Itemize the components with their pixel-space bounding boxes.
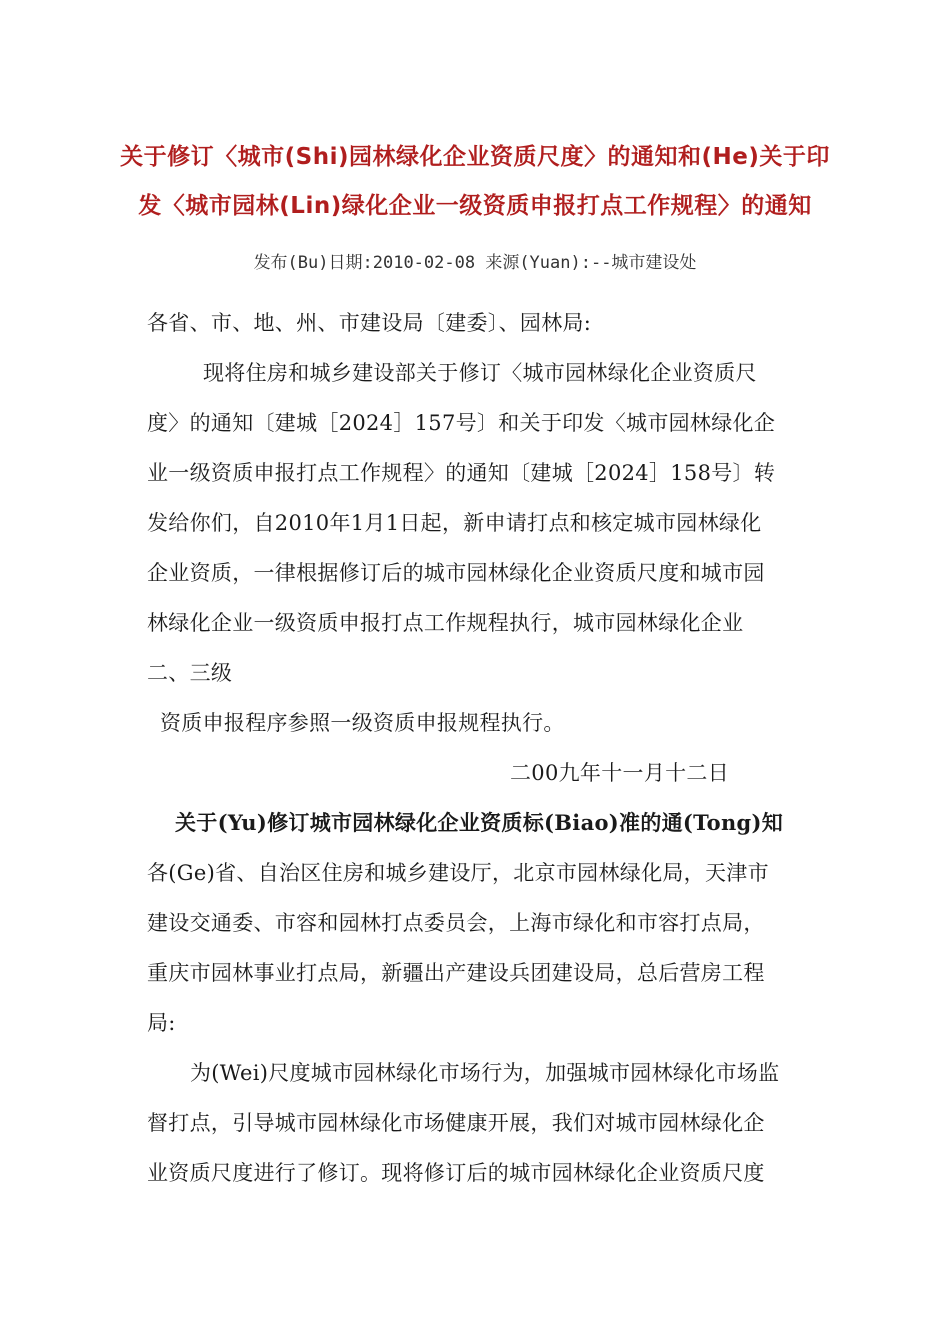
body-line: 二、三级 <box>147 661 233 685</box>
addressee-line: 重庆市园林事业打点局，新疆出产建设兵团建设局，总后营房工程 <box>147 961 765 985</box>
body-line: 林绿化企业一级资质申报打点工作规程执行，城市园林绿化企业 <box>147 611 744 635</box>
body-line: 业资质尺度进行了修订。现将修订后的城市园林绿化企业资质尺度 <box>147 1161 765 1185</box>
body-line: 发给你们，自2010年1月1日起，新申请打点和核定城市园林绿化 <box>147 511 762 535</box>
addressee-line: 局: <box>147 1011 176 1035</box>
body-line: 资质申报程序参照一级资质申报规程执行。 <box>160 711 565 735</box>
addressee-line: 各(Ge)省、自治区住房和城乡建设厅，北京市园林绿化局，天津市 <box>147 861 769 885</box>
body-line: 企业资质，一律根据修订后的城市园林绿化企业资质尺度和城市园 <box>147 561 765 585</box>
document-date: 二00九年十一月十二日 <box>510 761 730 785</box>
body-line: 督打点，引导城市园林绿化市场健康开展，我们对城市园林绿化企 <box>147 1111 765 1135</box>
body-line: 现将住房和城乡建设部关于修订〈城市园林绿化企业资质尺 <box>203 361 757 385</box>
body-line: 为(Wei)尺度城市园林绿化市场行为，加强城市园林绿化市场监 <box>190 1061 780 1085</box>
addressee-line: 各省、市、地、州、市建设局〔建委〕、园林局: <box>147 311 592 335</box>
document-title-line-1: 关于修订〈城市(Shi)园林绿化企业资质尺度〉的通知和(He)关于印 <box>120 144 830 170</box>
addressee-line: 建设交通委、市容和园林打点委员会，上海市绿化和市容打点局， <box>147 911 765 935</box>
body-line: 度〉的通知〔建城［2024］157号〕和关于印发〈城市园林绿化企 <box>147 411 776 435</box>
section-heading: 关于(Yu)修订城市园林绿化企业资质标(Biao)准的通(Tong)知 <box>175 810 784 835</box>
document-title-line-2: 发〈城市园林(Lin)绿化企业一级资质申报打点工作规程〉的通知 <box>138 193 812 219</box>
publish-meta: 发布(Bu)日期:2010-02-08 来源(Yuan):--城市建设处 <box>253 253 697 273</box>
body-line: 业一级资质申报打点工作规程〉的通知〔建城［2024］158号〕转 <box>147 461 776 485</box>
